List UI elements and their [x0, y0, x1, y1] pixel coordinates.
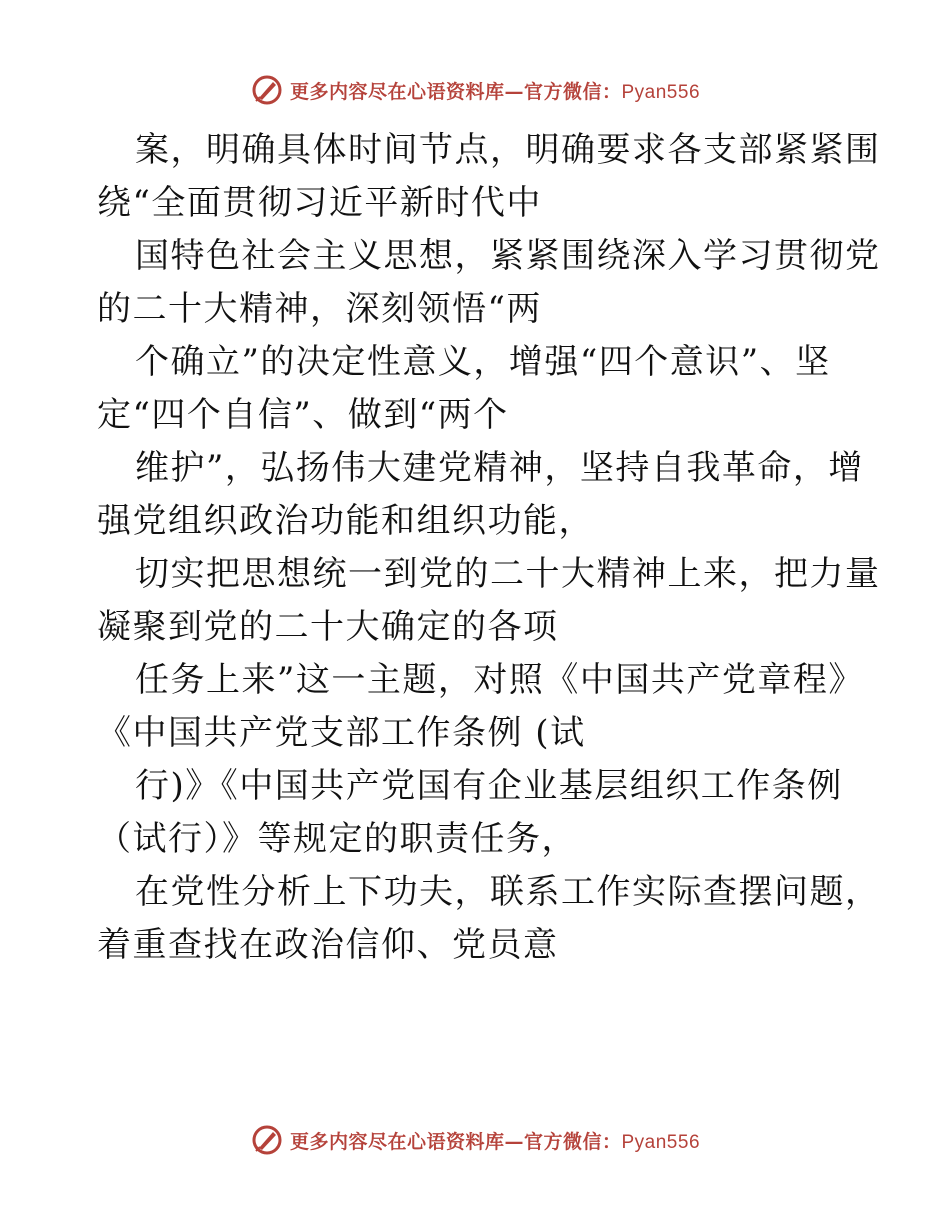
- text-line: 行)》《中国共产党国有企业基层组织工作条例: [135, 766, 843, 806]
- text-line: （试行）》等规定的职责任务，: [97, 819, 577, 859]
- footer-watermark: [0, 1120, 950, 1160]
- text-line: 切实把思想统一到党的二十大精神上来，把力量: [135, 554, 881, 594]
- text-line: 任务上来”这一主题，对照《中国共产党章程》: [135, 660, 864, 700]
- text-line: 在党性分析上下功夫，联系工作实际查摆问题，: [135, 872, 881, 912]
- text-line: 的二十大精神，深刻领悟“两: [97, 289, 542, 329]
- text-line: 维护”，弘扬伟大建党精神，坚持自我革命，增: [135, 448, 864, 488]
- quill-pen-circle-icon: [250, 73, 284, 107]
- text-line: 《中国共产党支部工作条例 (试: [97, 713, 586, 753]
- quill-pen-circle-icon: [250, 1123, 284, 1157]
- watermark-text: 更多内容尽在心语资料库—官方微信：: [289, 1130, 622, 1153]
- watermark-wechat-id: Pyan556: [621, 1131, 701, 1153]
- header-watermark: [0, 70, 950, 110]
- text-line: 案，明确具体时间节点，明确要求各支部紧紧围: [135, 130, 881, 170]
- text-line: 凝聚到党的二十大确定的各项: [97, 607, 559, 647]
- watermark-wechat-id: Pyan556: [621, 81, 701, 103]
- text-line: 绕“全面贯彻习近平新时代中: [97, 183, 542, 223]
- document-body: [97, 124, 881, 972]
- text-line: 着重查找在政治信仰、党员意: [97, 925, 559, 965]
- text-line: 定“四个自信”、做到“两个: [97, 395, 509, 435]
- text-line: 国特色社会主义思想，紧紧围绕深入学习贯彻党: [135, 236, 881, 276]
- text-line: 强党组织政治功能和组织功能，: [97, 501, 594, 541]
- watermark-text: 更多内容尽在心语资料库—官方微信：: [289, 80, 622, 103]
- text-line: 个确立”的决定性意义，增强“四个意识”、坚: [135, 342, 831, 382]
